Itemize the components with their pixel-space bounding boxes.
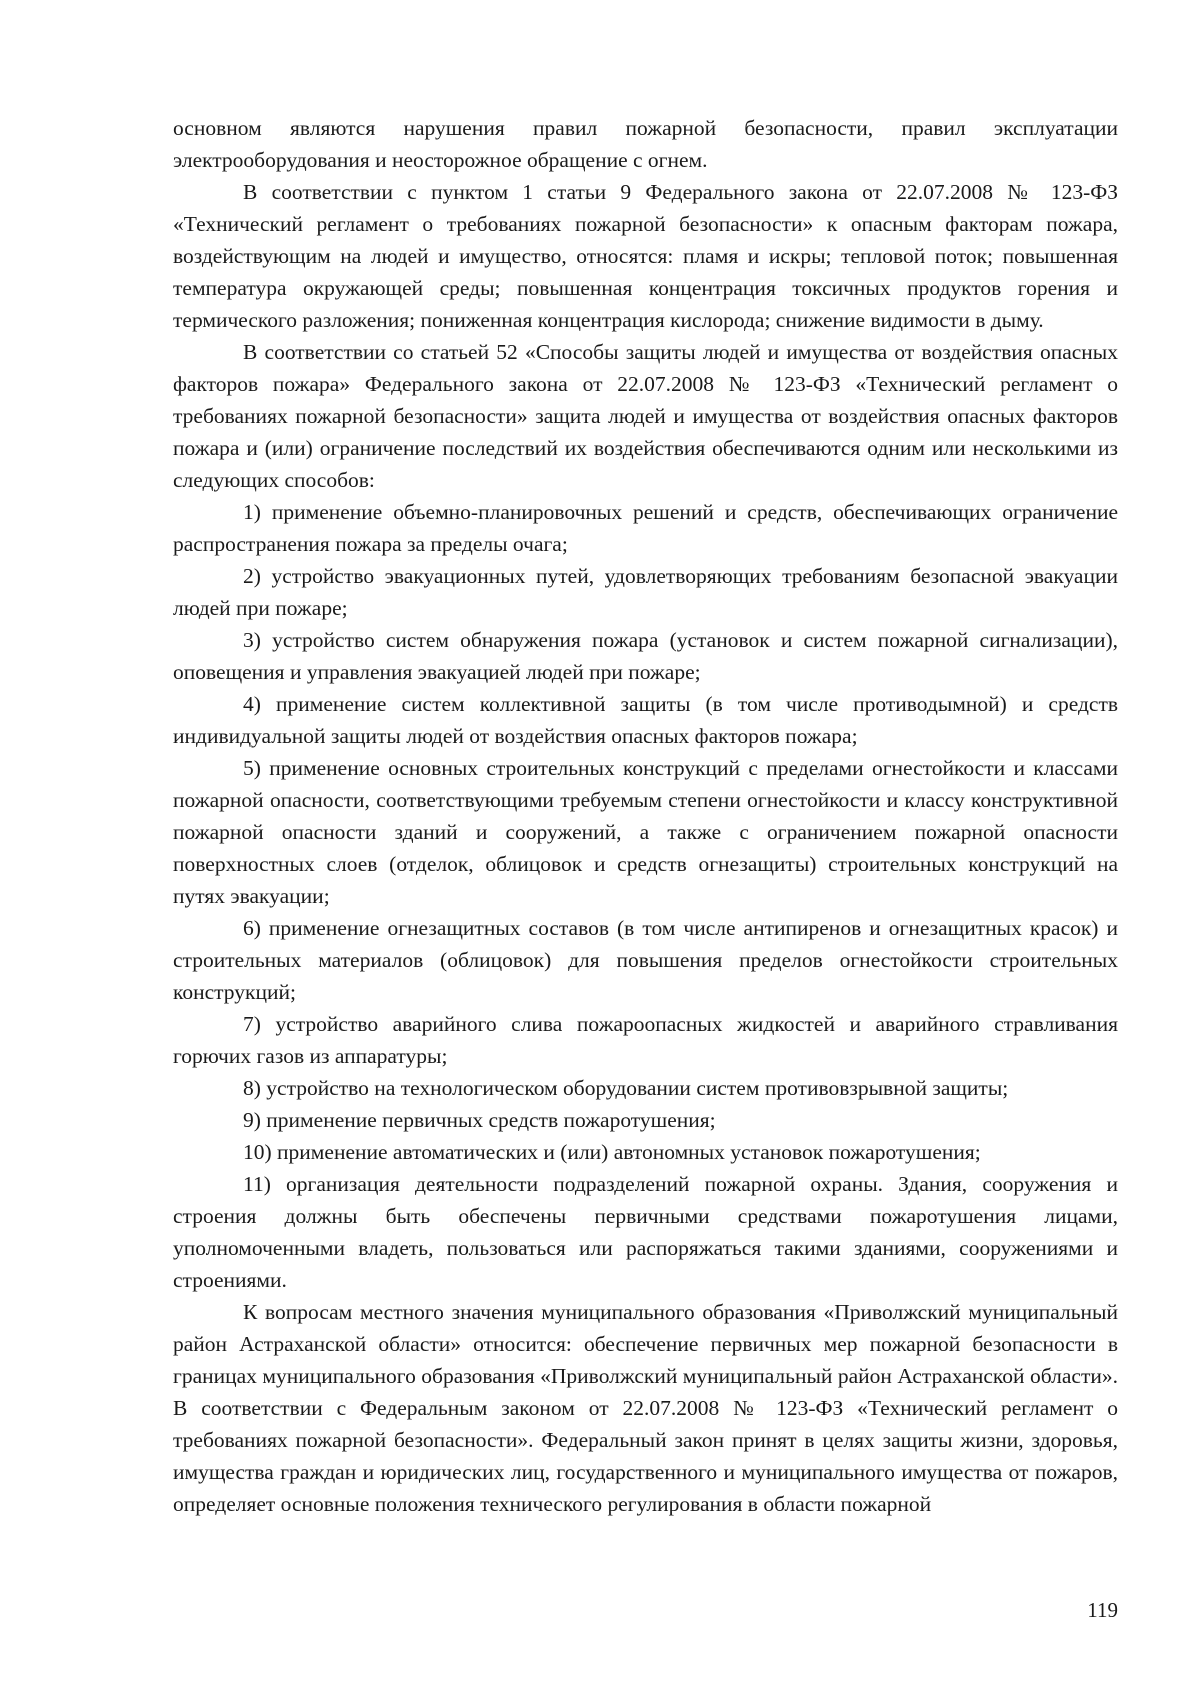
list-item-9: 9) применение первичных средств пожаротушения; <box>243 1108 716 1132</box>
list-item-11: 11) организация деятельности подразделений пожарной охраны. Здания, сооружения и строения должны быть обеспечены первичными средствами пожаротушения лицами, уполномоченными владеть, пользоваться или распоряжаться такими зданиями, сооружениями и строениями. <box>173 1172 1118 1292</box>
paragraph-article-52: В соответствии со статьей 52 «Способы защиты людей и имущества от воздействия опасных факторов пожара» Федерального закона от 22.07.2008 № 123-ФЗ «Технический регламент о требованиях пожарной безопасности» защита людей и имущества от воздействия опасных факторов пожара и (или) ограничение последствий их воздействия обеспечиваются одним или несколькими из следующих способов: <box>173 340 1118 492</box>
list-item-10: 10) применение автоматических и (или) автономных установок пожаротушения; <box>243 1140 981 1164</box>
document-page <box>173 112 1118 1520</box>
list-item-8: 8) устройство на технологическом оборудовании систем противовзрывной защиты; <box>243 1076 1009 1100</box>
paragraph-local-matters: К вопросам местного значения муниципального образования «Приволжский муниципальный район Астраханской области» относится: обеспечение первичных мер пожарной безопасности в границах муниципального образования «Приволжский муниципальный район Астраханской области». В соответствии с Федеральным законом от 22.07.2008 № 123-ФЗ «Технический регламент о требованиях пожарной безопасности». Федеральный закон принят в целях защиты жизни, здоровья, имущества граждан и юридических лиц, государственного и муниципального имущества от пожаров, определяет основные положения технического регулирования в области пожарной <box>173 1300 1118 1516</box>
page-number: 119 <box>1087 1598 1118 1622</box>
paragraph-fire-hazards: В соответствии с пунктом 1 статьи 9 Федерального закона от 22.07.2008 № 123-ФЗ «Технический регламент о требованиях пожарной безопасности» к опасным факторам пожара, воздействующим на людей и имущество, относятся: пламя и искры; тепловой поток; повышенная температура окружающей среды; повышенная концентрация токсичных продуктов горения и термического разложения; пониженная концентрация кислорода; снижение видимости в дыму. <box>173 180 1118 332</box>
list-item-6: 6) применение огнезащитных составов (в том числе антипиренов и огнезащитных красок) и строительных материалов (облицовок) для повышения пределов огнестойкости строительных конструкций; <box>173 916 1118 1004</box>
list-item-5: 5) применение основных строительных конструкций с пределами огнестойкости и классами пожарной опасности, соответствующими требуемым степени огнестойкости и классу конструктивной пожарной опасности зданий и сооружений, а также с ограничением пожарной опасности поверхностных слоев (отделок, облицовок и средств огнезащиты) строительных конструкций на путях эвакуации; <box>173 756 1118 908</box>
list-item-1: 1) применение объемно-планировочных решений и средств, обеспечивающих ограничение распространения пожара за пределы очага; <box>173 500 1118 556</box>
list-item-7: 7) устройство аварийного слива пожароопасных жидкостей и аварийного стравливания горючих газов из аппаратуры; <box>173 1012 1118 1068</box>
list-item-2: 2) устройство эвакуационных путей, удовлетворяющих требованиям безопасной эвакуации людей при пожаре; <box>173 564 1118 620</box>
list-item-3: 3) устройство систем обнаружения пожара (установок и систем пожарной сигнализации), оповещения и управления эвакуацией людей при пожаре; <box>173 628 1118 684</box>
paragraph-intro-continuation: основном являются нарушения правил пожарной безопасности, правил эксплуатации электрооборудования и неосторожное обращение с огнем. <box>173 116 1118 172</box>
list-item-4: 4) применение систем коллективной защиты (в том числе противодымной) и средств индивидуальной защиты людей от воздействия опасных факторов пожара; <box>173 692 1118 748</box>
